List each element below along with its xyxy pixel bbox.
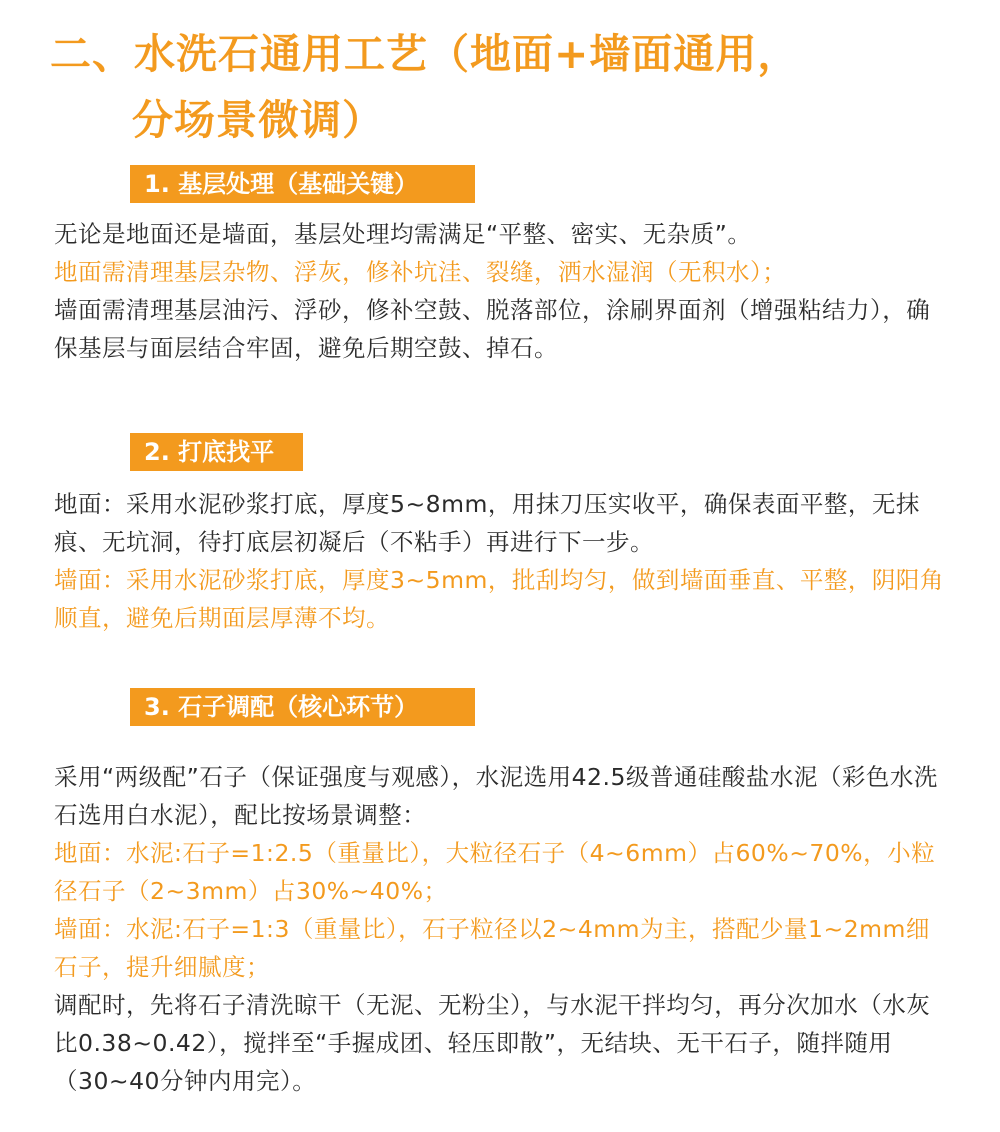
paragraph-wall: 墙面：采用水泥砂浆打底，厚度3~5mm，批刮均匀，做到墙面垂直、平整，阴阳角顺直，避免后期面层厚薄不均。 <box>54 566 944 632</box>
page-title-line1: 二、水洗石通用工艺（地面+墙面通用， <box>50 30 800 78</box>
paragraph: 无论是地面还是墙面，基层处理均需满足“平整、密实、无杂质”。 <box>54 220 752 248</box>
paragraph-wall: 墙面：水泥:石子=1:3（重量比），石子粒径以2~4mm为主，搭配少量1~2mm细石子，提升细腻度； <box>54 915 930 981</box>
section-body-leveling <box>54 485 944 637</box>
page-title-line2: 分场景微调） <box>132 95 384 144</box>
section-label-base-treatment: 1. 基层处理（基础关键） <box>130 165 475 203</box>
section-body-base-treatment <box>54 215 944 367</box>
paragraph-wall: 墙面需清理基层油污、浮砂，修补空鼓、脱落部位，涂刷界面剂（增强粘结力），确保基层与面层结合牢固，避免后期空鼓、掉石。 <box>54 296 931 362</box>
paragraph-mixing: 调配时，先将石子清洗晾干（无泥、无粉尘），与水泥干拌均匀，再分次加水（水灰比0.38~0.42），搅拌至“手握成团、轻压即散”，无结块、无干石子，随拌随用（30~40分钟内用完）。 <box>54 991 931 1095</box>
paragraph-floor: 地面需清理基层杂物、浮灰，修补坑洼、裂缝，洒水湿润（无积水）； <box>54 258 787 286</box>
paragraph: 采用“两级配”石子（保证强度与观感），水泥选用42.5级普通硅酸盐水泥（彩色水洗石选用白水泥），配比按场景调整： <box>54 763 938 829</box>
section-label-stone-mix: 3. 石子调配（核心环节） <box>130 688 475 726</box>
section-body-stone-mix <box>54 758 944 1100</box>
paragraph-floor: 地面：水泥:石子=1:2.5（重量比），大粒径石子（4~6mm）占60%~70%，小粒径石子（2~3mm）占30%~40%； <box>54 839 936 905</box>
paragraph-floor: 地面：采用水泥砂浆打底，厚度5~8mm，用抹刀压实收平，确保表面平整，无抹痕、无坑洞，待打底层初凝后（不粘手）再进行下一步。 <box>54 490 920 556</box>
section-label-leveling: 2. 打底找平 <box>130 433 303 471</box>
page-title <box>50 22 970 153</box>
